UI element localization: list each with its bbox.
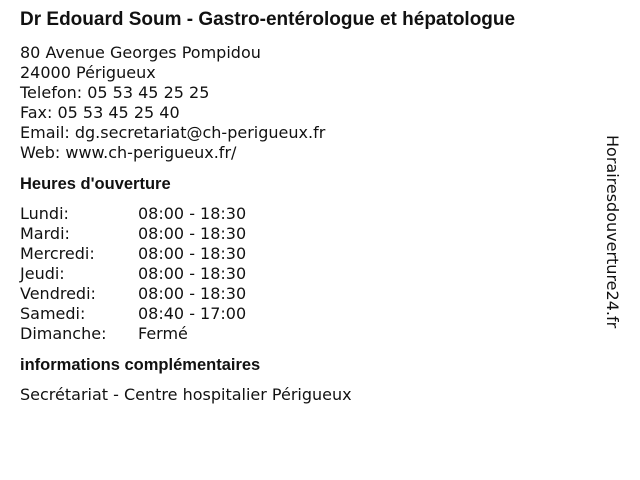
site-watermark: Horairesdouverture24.fr [603, 135, 622, 329]
time-range: 08:40 - 17:00 [138, 304, 247, 323]
street-address: 80 Avenue Georges Pompidou [20, 43, 261, 62]
hours-row-friday [20, 284, 610, 304]
city-address: 24000 Périgueux [20, 63, 156, 82]
time-range: 08:00 - 18:30 [138, 244, 247, 263]
fax-number: Fax: 05 53 45 25 40 [20, 103, 180, 122]
phone-number[interactable]: Telefon: 05 53 45 25 25 [20, 83, 210, 102]
day-label: Jeudi: [20, 264, 65, 283]
day-label: Lundi: [20, 204, 69, 223]
hours-row-tuesday [20, 224, 610, 244]
hours-heading: Heures d'ouverture [20, 175, 171, 193]
day-label: Vendredi: [20, 284, 96, 303]
hours-row-saturday [20, 304, 610, 324]
day-label: Mardi: [20, 224, 70, 243]
hours-row-monday [20, 204, 610, 224]
time-range: 08:00 - 18:30 [138, 224, 247, 243]
day-label: Samedi: [20, 304, 86, 323]
time-range: Fermé [138, 324, 188, 343]
hours-row-wednesday [20, 244, 610, 264]
day-label: Mercredi: [20, 244, 95, 263]
hours-row-thursday [20, 264, 610, 284]
website-link[interactable]: Web: www.ch-perigueux.fr/ [20, 143, 237, 162]
email-address[interactable]: Email: dg.secretariat@ch-perigueux.fr [20, 123, 326, 142]
day-label: Dimanche: [20, 324, 107, 343]
page-title: Dr Edouard Soum - Gastro-entérologue et hépatologue [20, 9, 516, 30]
contact-block [20, 43, 610, 163]
opening-hours-table [20, 204, 610, 344]
hours-row-sunday [20, 324, 610, 344]
time-range: 08:00 - 18:30 [138, 284, 247, 303]
info-heading: informations complémentaires [20, 356, 261, 374]
time-range: 08:00 - 18:30 [138, 204, 247, 223]
info-text: Secrétariat - Centre hospitalier Périgueux [20, 385, 352, 404]
time-range: 08:00 - 18:30 [138, 264, 247, 283]
doctor-listing [20, 9, 610, 405]
